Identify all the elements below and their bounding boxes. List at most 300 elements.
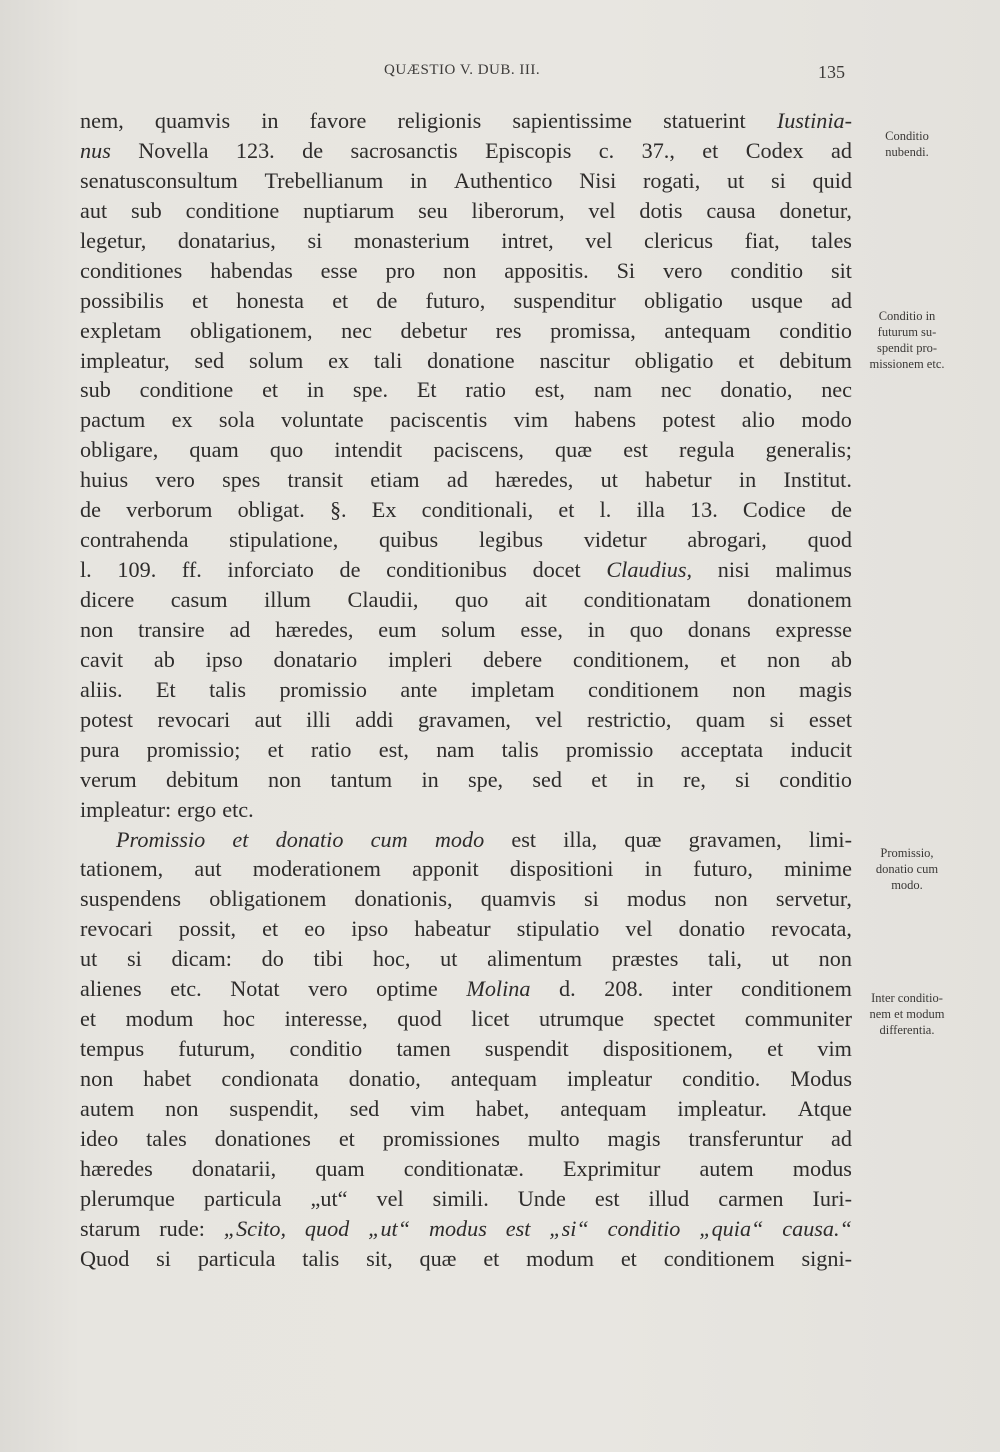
word: et (80, 1006, 97, 1032)
word: in (261, 108, 279, 133)
word: multo (527, 1125, 580, 1151)
word: intendit (334, 437, 403, 463)
word: promissa, (550, 317, 636, 343)
text-line (80, 1094, 852, 1124)
word: sed (532, 766, 562, 792)
word: de (302, 137, 324, 163)
word: „ut“ (368, 1215, 411, 1241)
text-line (80, 136, 852, 166)
word: donatarii, (191, 1155, 277, 1181)
word: nuptiarum (303, 197, 395, 223)
margin-note-inter-conditionem-et-modum (852, 990, 962, 1038)
word: esset (808, 706, 852, 732)
word: nam (436, 736, 475, 762)
text-line (80, 226, 852, 256)
word: non (714, 886, 748, 912)
word: habendas (210, 257, 293, 283)
word: vero (155, 467, 195, 493)
word: non (732, 676, 766, 702)
word: modus (792, 1155, 852, 1181)
word: solum (441, 616, 496, 642)
word: et (262, 377, 279, 403)
text-line (80, 375, 852, 405)
word: Modus (790, 1066, 852, 1091)
word: nec (660, 377, 692, 403)
word: seu (418, 197, 448, 223)
word: non (165, 1095, 199, 1121)
margin-note-line: modo. (891, 878, 923, 892)
word: Claudii, (347, 587, 419, 612)
word: conditionatæ. (403, 1155, 524, 1181)
word: quo (269, 437, 304, 463)
word: ut (600, 467, 618, 493)
word: si (126, 946, 142, 972)
word: verum (80, 766, 137, 792)
word: fiat, (744, 227, 780, 253)
text-line (80, 795, 852, 825)
word: nam (593, 377, 632, 403)
word: illi (306, 706, 331, 732)
word: particula (203, 1185, 282, 1211)
word: tales (811, 227, 852, 253)
word: talis (501, 736, 539, 762)
word: et (262, 916, 279, 942)
word: dotis (639, 197, 683, 223)
word: Promissio (116, 826, 206, 852)
word: nec (821, 377, 852, 403)
text-line (80, 465, 852, 495)
word: promissio (279, 676, 367, 702)
margin-note-line: Conditio in (878, 309, 936, 323)
word: et (591, 766, 608, 792)
word: et (232, 826, 249, 852)
word: sub (130, 197, 162, 223)
word: in (306, 377, 325, 403)
word: Trebellianum (264, 167, 384, 193)
word: tamen (396, 1036, 451, 1062)
word: monasterium (353, 227, 470, 253)
word: revocari (80, 916, 153, 942)
word: antequam (664, 317, 751, 343)
word: illa (636, 497, 665, 523)
word: „si“ (549, 1215, 589, 1241)
word: si (584, 886, 599, 912)
word: donatione (427, 347, 515, 373)
word: impleatur. (677, 1095, 767, 1121)
word: intret, (501, 227, 554, 253)
word: ait (524, 587, 548, 612)
word: tationem, (80, 856, 164, 882)
word: dicam: (171, 946, 232, 972)
word: promissiones (382, 1125, 500, 1151)
word: appositis. (504, 257, 589, 283)
word: quibus (379, 527, 439, 553)
word: in (644, 856, 662, 882)
word: conditionatam (583, 587, 711, 612)
text-line (80, 854, 852, 884)
word: paciscentis (389, 407, 488, 433)
word: alio (741, 407, 775, 433)
word: liberorum, (471, 197, 565, 223)
word: l. (80, 557, 92, 583)
word: conditione (139, 377, 234, 403)
word: debere (482, 646, 543, 672)
word: et (738, 347, 755, 373)
word: et (483, 1245, 500, 1271)
word: addi (355, 706, 394, 732)
word: hoc (222, 1006, 255, 1032)
word: est (511, 826, 537, 852)
body-text (80, 106, 852, 1274)
word: honesta (236, 287, 305, 313)
word: vel (376, 1185, 404, 1211)
word: donatio, (348, 1066, 421, 1091)
text-line (80, 1034, 852, 1064)
word: conditio (779, 317, 852, 343)
text-line (80, 675, 852, 705)
word: modus (428, 1215, 487, 1241)
word: §. (329, 497, 347, 523)
word: spe. (352, 377, 389, 403)
word: Codice (742, 497, 806, 523)
word: „quia“ (699, 1215, 764, 1241)
word: Ex (371, 497, 397, 523)
word: Et (416, 377, 437, 403)
word: si (156, 1245, 171, 1271)
word: particula (197, 1245, 276, 1271)
word: conditionali, (421, 497, 534, 523)
word: signi- (801, 1245, 852, 1271)
word: dispositionem, (602, 1036, 733, 1062)
word: voluntate (281, 407, 364, 433)
word: quam (189, 437, 239, 463)
word: quamvis (480, 886, 556, 912)
word: spe, (467, 766, 504, 792)
word: obligare, (80, 437, 159, 463)
word: habet (143, 1066, 192, 1091)
word: hæredes (80, 1155, 153, 1181)
word: statuerint (663, 108, 746, 133)
word: Si (616, 257, 636, 283)
word: obligat. (237, 497, 305, 523)
word: carmen (718, 1185, 784, 1211)
paragraph-2 (80, 825, 852, 1274)
word: Atque (797, 1095, 852, 1121)
word: causa.“ (782, 1215, 852, 1241)
word: talis (302, 1245, 340, 1271)
word: contrahenda (80, 527, 189, 553)
word: est (505, 1215, 531, 1241)
word: donetur, (779, 197, 852, 223)
word: vim (817, 1036, 852, 1062)
word: gravamen, (688, 826, 782, 852)
word: ut (80, 946, 98, 972)
word: non (766, 646, 801, 672)
word: quæ (624, 826, 662, 852)
word: alimentum (487, 946, 583, 972)
word: tibi (313, 946, 344, 972)
word: alienes (80, 976, 142, 1002)
word: starum (80, 1215, 141, 1241)
word: sed (194, 347, 225, 373)
word: vel (625, 916, 653, 942)
text-line (80, 405, 852, 435)
word: Codex (745, 137, 804, 163)
word: etiam (370, 467, 420, 493)
margin-note-line: differentia. (879, 1023, 935, 1037)
word: Et (155, 676, 176, 702)
word: magis (799, 676, 852, 702)
word: ideo (80, 1125, 119, 1151)
word: revocata, (771, 916, 852, 942)
word: re, (683, 766, 706, 792)
word: res (495, 317, 522, 343)
word: inforciato (227, 557, 314, 583)
word: illum (264, 587, 311, 612)
word: simili. (432, 1185, 489, 1211)
word: donationis, (354, 886, 453, 912)
word: expresse (775, 616, 852, 642)
word: 13. (690, 497, 718, 523)
word: futurum, (178, 1036, 256, 1062)
word: modum (125, 1006, 194, 1032)
word: modo (801, 407, 852, 433)
text-line (80, 1154, 852, 1184)
word: quo (629, 616, 664, 642)
word: cavit (80, 646, 124, 672)
margin-note-line: Inter conditio- (871, 991, 943, 1005)
word: limi- (808, 826, 852, 852)
text-line (80, 645, 852, 675)
word: ad (831, 1125, 852, 1151)
word: condionata (221, 1066, 319, 1091)
word: futuro, (425, 287, 486, 313)
word: 208. (604, 976, 644, 1002)
word: favore (309, 108, 367, 133)
word: ut (440, 946, 458, 972)
margin-note-line: nubendi. (885, 145, 929, 159)
word: sub (80, 377, 111, 403)
word: ad (229, 616, 251, 642)
word: malimus (775, 557, 852, 583)
margin-note-line: spendit pro- (876, 341, 938, 355)
word: ad (446, 467, 468, 493)
word: impleatur (567, 1066, 653, 1091)
word: quam (315, 1155, 365, 1181)
word: est (623, 437, 648, 463)
word: talis (209, 676, 247, 702)
word: pactum (80, 407, 146, 433)
word: impleatur, (80, 347, 170, 373)
word: Authentico (453, 167, 553, 193)
word: suspendit (484, 1036, 569, 1062)
word: Nisi (579, 167, 617, 193)
word: vim (410, 1095, 445, 1121)
word: promissio (565, 736, 654, 762)
word: verborum (126, 497, 213, 523)
word: 123. (235, 137, 275, 163)
word: non (267, 766, 302, 792)
word: „ut“ (310, 1185, 348, 1211)
word: debitum (779, 347, 852, 373)
word: est, (534, 377, 565, 403)
text-line (80, 525, 852, 555)
word: conditiones (80, 257, 183, 283)
word: ad (831, 287, 852, 313)
word: sed (349, 1095, 380, 1121)
word: esse (320, 257, 358, 283)
word: stipulatio (516, 916, 600, 942)
word: possit, (178, 916, 237, 942)
text-line (80, 705, 852, 735)
word: videtur (583, 527, 647, 553)
word: habeatur (414, 916, 491, 942)
word: obligationem (209, 886, 327, 912)
word: habetur (645, 467, 712, 493)
word: promissio; (146, 736, 241, 762)
word: donans (687, 616, 751, 642)
word: Iustinia- (776, 108, 852, 133)
margin-note-line: Promissio, (880, 846, 934, 860)
text-line (80, 1004, 852, 1034)
word: conditionem (587, 676, 699, 702)
text-line (80, 286, 852, 316)
margin-note-line: donatio cum (875, 862, 939, 876)
word: de (830, 497, 852, 523)
page-number: 135 (818, 62, 845, 82)
word: clericus (643, 227, 713, 253)
word: quamvis (154, 108, 231, 133)
word: conditio (607, 1215, 681, 1241)
word: conditio (730, 257, 804, 283)
word: d. (559, 976, 576, 1002)
word: expletam (80, 317, 162, 343)
word: in (738, 467, 757, 493)
word: modus (627, 886, 687, 912)
word: paciscens, (433, 437, 524, 463)
text-line (80, 1244, 852, 1274)
word: conditio. (682, 1066, 761, 1091)
word: et (267, 736, 284, 762)
word: communiter (744, 1006, 852, 1032)
word: nem, (80, 108, 124, 133)
word: 37., (641, 137, 675, 163)
word: possibilis (80, 287, 164, 313)
word: senatusconsultum (80, 167, 238, 193)
word: conditione (185, 197, 280, 223)
paragraph-1 (80, 106, 852, 825)
word: ipso (351, 916, 389, 942)
word: et (620, 1245, 637, 1271)
word: inducit (790, 736, 852, 762)
text-line (80, 825, 852, 855)
text-line (80, 555, 852, 585)
word: servetur, (775, 886, 852, 912)
word: cum (370, 826, 408, 852)
word: nisi (717, 557, 750, 583)
word: potest (662, 407, 716, 433)
word: transferuntur (688, 1125, 804, 1151)
word: quæ (555, 437, 593, 463)
word: autem (80, 1095, 135, 1121)
word: donatario (273, 646, 358, 672)
word: religionis (397, 108, 482, 133)
word: dicere (80, 587, 135, 612)
word: ab (153, 646, 175, 672)
word: ratio (310, 736, 352, 762)
word: habet, (475, 1095, 530, 1121)
margin-note-line: futurum su- (877, 325, 937, 339)
word: docet (532, 557, 581, 583)
text-line (80, 495, 852, 525)
word: Claudius, (606, 557, 693, 583)
word: conditionibus (386, 557, 507, 583)
margin-note-line: missionem etc. (869, 357, 945, 371)
word: si (769, 706, 785, 732)
word: ex (328, 347, 350, 373)
word: non (80, 1066, 114, 1091)
text-line (80, 1064, 852, 1094)
word: autem (699, 1155, 754, 1181)
word: si (307, 227, 323, 253)
text-line (80, 735, 852, 765)
word: aut (254, 706, 282, 732)
word: et (332, 287, 349, 313)
text-line (80, 1184, 852, 1214)
word: hæredes, (495, 467, 574, 493)
word: Notat (230, 976, 280, 1002)
word: ut (771, 946, 789, 972)
word: sola (218, 407, 255, 433)
word: quod (304, 1215, 350, 1241)
word: conditionem, (572, 646, 690, 672)
word: et (558, 497, 575, 523)
word: stipulatione, (229, 527, 339, 553)
word: plerumque (80, 1185, 175, 1211)
running-head: QUÆSTIO V. DUB. III. (384, 62, 541, 78)
word: ex (171, 407, 193, 433)
text-line (80, 316, 852, 346)
word: et (767, 1036, 784, 1062)
word: antequam (450, 1066, 538, 1091)
text-line (80, 1214, 852, 1244)
word: usque (751, 287, 803, 313)
word: modum (526, 1245, 594, 1271)
word: non (818, 946, 852, 972)
word: non (443, 257, 477, 283)
word: magis (607, 1125, 661, 1151)
word: obligatio (644, 287, 723, 313)
margin-note-conditio-nubendi (852, 128, 962, 160)
word: suspendit, (229, 1095, 319, 1121)
word: donatio (275, 826, 344, 852)
word: aut (80, 197, 108, 223)
word: nec (341, 317, 372, 343)
text-line (80, 765, 852, 795)
word: rude: (159, 1215, 205, 1241)
word: sit (830, 257, 852, 283)
text-line (80, 944, 852, 974)
word: causa (706, 197, 756, 223)
word: pura (80, 736, 120, 762)
word: debetur (400, 317, 468, 343)
word: restrictio, (586, 706, 672, 732)
text-line (80, 914, 852, 944)
word: abrogari, (687, 527, 767, 553)
word: illa, (563, 826, 598, 852)
word: c. (598, 137, 615, 163)
word: ratio (465, 377, 506, 403)
